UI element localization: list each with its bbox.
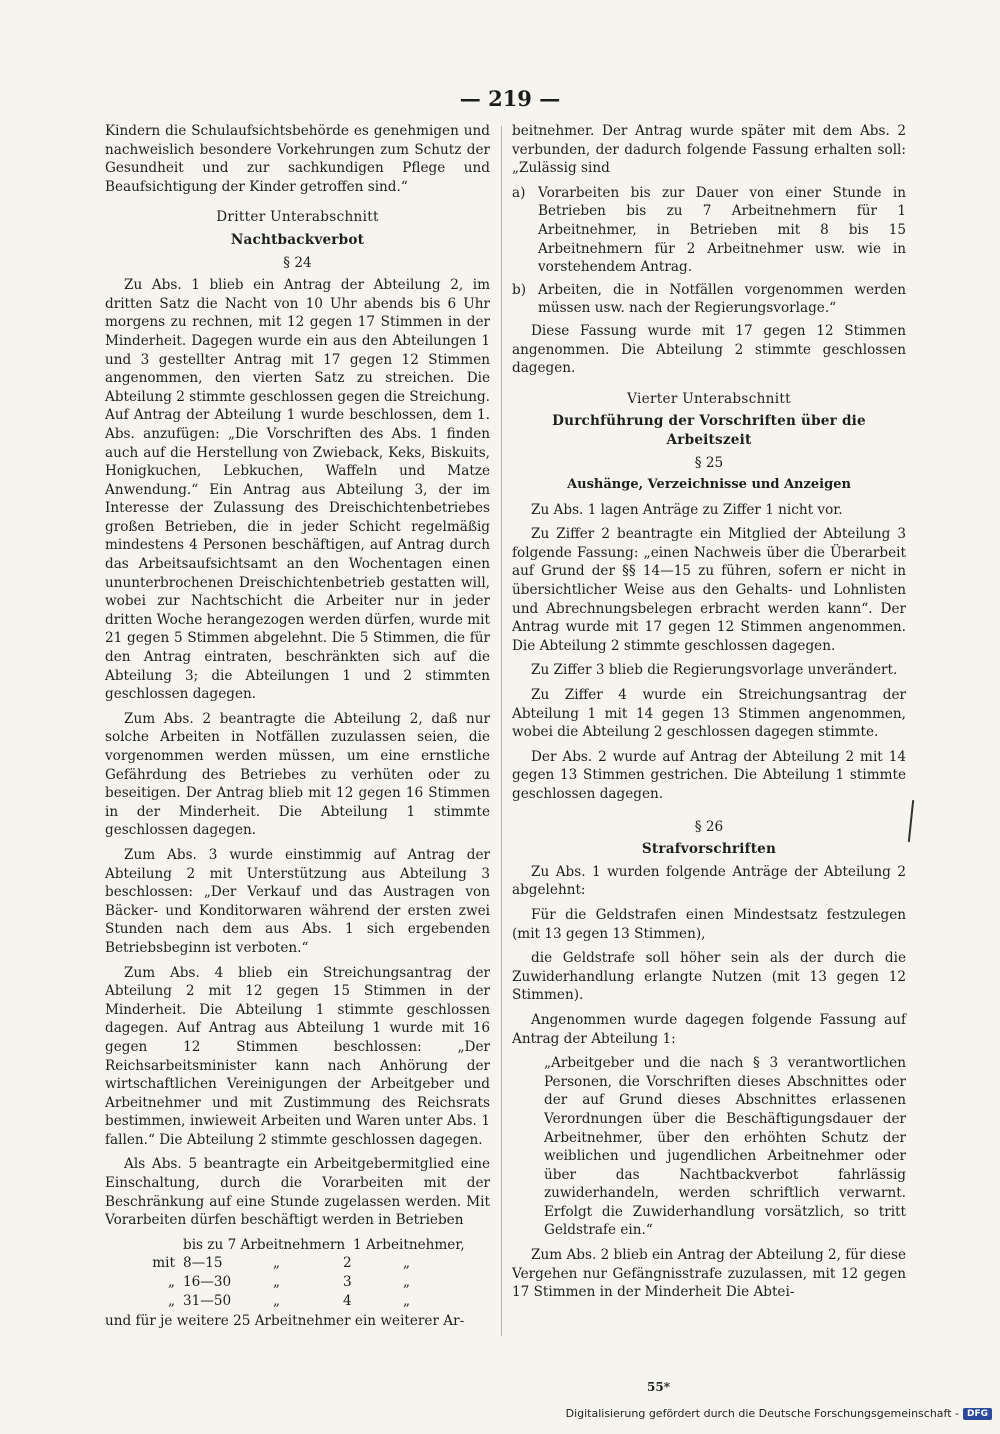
list-item-text: Vorarbeiten bis zur Dauer von einer Stunde in Betrieben bis zu 7 Arbeitnehmern für 1 Arbeitnehmer, in Betrieben mit 8 bis 15 Arbeitnehmern für 2 Arbeitnehmer usw. wie in vorstehendem Antrag.	[538, 184, 906, 276]
table-cell: „	[403, 1274, 411, 1291]
table-cell: 4	[343, 1292, 352, 1309]
paragraph: Zu Ziffer 2 beantragte ein Mitglied der Abteilung 3 folgende Fassung: „einen Nachweis über die Überarbeit auf Grund der §§ 14—15 zu führen, sofern er nicht in übersichtlicher Weise aus den Gehalts- und Lohnlisten und Abrechnungsbelegen erbracht werden kann“. Der Antrag wurde mit 17 gegen 12 Stimmen angenommen. Die Abteilung 2 stimmte geschlossen dagegen.	[512, 526, 906, 654]
section-subtitle: Aushänge, Verzeichnisse und Anzeigen	[567, 477, 851, 493]
table-cell: 16—30	[183, 1274, 232, 1291]
paragraph: Als Abs. 5 beantragte ein Arbeitgebermitglied eine Einschaltung, durch die Vorarbeiten mit der Beschränkung auf eine Stunde zugelassen werden. Mit Vorarbeiten dürfen beschäftigt werden in Betrieben	[105, 1156, 490, 1229]
page-number: — 219 —	[459, 86, 561, 111]
right-column	[512, 122, 906, 1308]
table-cell: 1 Arbeitnehmer,	[353, 1236, 465, 1253]
list-item	[512, 184, 906, 277]
list-item	[512, 281, 906, 318]
table-row	[105, 1292, 490, 1311]
paragraph: Angenommen wurde dagegen folgende Fassung auf Antrag der Abteilung 1:	[512, 1011, 906, 1047]
table-cell: „	[167, 1274, 175, 1291]
table-cell: 2	[343, 1255, 352, 1272]
list-item-label: b)	[512, 281, 527, 298]
dfg-logo: DFG	[963, 1408, 992, 1420]
section-title: Durchführung der Vorschriften über die Arbeitszeit	[552, 413, 866, 448]
table-cell	[105, 1236, 183, 1255]
pencil-mark	[908, 800, 914, 842]
table-cell: 31—50	[183, 1292, 232, 1309]
paragraph: Der Abs. 2 wurde auf Antrag der Abteilung 2 mit 14 gegen 13 Stimmen gestrichen. Die Abteilung 1 stimmte geschlossen dagegen.	[512, 748, 906, 802]
paragraph: Zum Abs. 3 wurde einstimmig auf Antrag der Abteilung 2 mit Unterstützung aus Abteilung 3 beschlossen: „Der Verkauf und das Austragen von Bäcker- und Konditorwaren während der ersten zwei Stunden nach dem aus Abs. 1 sich ergebenden Betriebsbeginn ist verboten.“	[105, 846, 490, 956]
digitization-credit	[566, 1407, 992, 1420]
paragraph: Zu Ziffer 4 wurde ein Streichungsantrag der Abteilung 1 mit 14 gegen 13 Stimmen angenommen, wobei die Abteilung 2 geschlossen dagegen stimmte.	[512, 687, 906, 741]
staffing-table	[105, 1236, 490, 1310]
paragraph: Zu Ziffer 3 blieb die Regierungsvorlage unverändert.	[531, 662, 898, 679]
table-cell: „	[167, 1292, 175, 1309]
section-title: Strafvorschriften	[641, 841, 777, 858]
left-column	[105, 122, 490, 1337]
paragraph: Zu Abs. 1 blieb ein Antrag der Abteilung 2, im dritten Satz die Nacht von 10 Uhr abends bis 6 Uhr morgens zu rechnen, mit 12 gegen 17 Stimmen in der Minderheit. Dagegen wurde ein aus den Abteilungen 1 und 3 gestellter Antrag mit 17 gegen 12 Stimmen angenommen, den vierten Satz zu streichen. Die Abteilung 2 stimmte geschlossen gegen die Streichung. Auf Antrag der Abteilung 1 wurde beschlossen, dem 1. Abs. anzufügen: „Die Vorschriften des Abs. 1 finden auch auf die Herstellung von Zwieback, Keks, Biskuits, Honigkuchen, Lebkuchen, Waffeln und Matze Anwendung.“ Ein Antrag aus Abteilung 3, der im Interesse der Zulassung des Dreischichtenbetriebes großen Betrieben, die in jeder Schicht regelmäßig mindestens 4 Personen beschäftigen, auf Antrag durch das Arbeitsaufsichtsamt an den Wochentagen einen ununterbrochenen Dreischichtenbetrieb gestatten will, wobei zur Nachtschicht die Arbeiter nur in jeder dritten Woche herangezogen werden dürfen, wurde mit 21 gegen 5 Stimmen abgelehnt. Die 5 Stimmen, die für den Antrag eintraten, beschränkten sich auf die Abteilung 3; die Abteilungen 1 und 2 stimmten geschlossen dagegen.	[105, 277, 490, 703]
paragraph: Zum Abs. 4 blieb ein Streichungsantrag der Abteilung 2 mit 12 gegen 15 Stimmen in der Minderheit. Die Abteilung 1 stimmte geschlossen dagegen. Auf Antrag aus Abteilung 1 wurde mit 16 gegen 12 Stimmen beschlossen: „Der Reichsarbeitsminister kann nach Anhörung der wirtschaftlichen Vereinigungen der Arbeitgeber und Arbeitnehmer und mit Zustimmung des Reichsrats bestimmen, inwieweit Arbeiten und Waren unter Abs. 1 fallen.“ Die Abteilung 2 stimmte geschlossen dagegen.	[105, 964, 490, 1148]
quoted-provision: „Arbeitgeber und die nach § 3 verantwortlichen Personen, die Vorschriften dieses Abschnittes oder der auf Grund dieses Abschnittes erlassenen Verordnungen über die Beschäftigungsdauer der Arbeitnehmer, über den erhöhten Schutz der weiblichen und jugendlichen Arbeitnehmer oder über das Nachtbackverbot fahrlässig zuwiderhandeln, werden schriftlich verwarnt. Erfolgt die Zuwiderhandlung vorsätzlich, so tritt Geldstrafe ein.“	[544, 1055, 906, 1239]
list-item-text: Arbeiten, die in Notfällen vorgenommen werden müssen usw. nach der Regierungsvorlage.“	[538, 281, 906, 317]
paragraph: Zum Abs. 2 blieb ein Antrag der Abteilung 2, für diese Vergehen nur Gefängnisstrafe zuzulassen, mit 12 gegen 17 Stimmen in der Minderheit Die Abtei-	[512, 1247, 906, 1301]
table-cell: „	[403, 1292, 411, 1309]
paragraph: Zum Abs. 2 beantragte die Abteilung 2, daß nur solche Arbeiten in Notfällen zuzulassen seien, die vorgenommen werden müssen, um eine ernstliche Gefährdung des Betriebes zu verhüten oder zu beseitigen. Der Antrag blieb mit 12 gegen 16 Stimmen in der Minderheit. Die Abteilung 1 stimmte geschlossen dagegen.	[105, 710, 490, 839]
list-item-label: a)	[512, 184, 526, 201]
paragraph: Diese Fassung wurde mit 17 gegen 12 Stimmen angenommen. Die Abteilung 2 stimmte geschlossen dagegen.	[512, 322, 906, 377]
table-cell: „	[273, 1274, 281, 1291]
table-cell: „	[403, 1255, 411, 1272]
paragraph: Für die Geldstrafen einen Mindestsatz festzulegen (mit 13 gegen 13 Stimmen),	[512, 906, 906, 942]
section-title: Nachtbackverbot	[230, 231, 365, 248]
table-cell: 3	[343, 1274, 352, 1291]
table-cell: „	[273, 1255, 281, 1272]
paragraph: Zu Abs. 1 lagen Anträge zu Ziffer 1 nicht vor.	[531, 501, 843, 518]
digitization-text: Digitalisierung gefördert durch die Deutsche Forschungsgemeinschaft -	[565, 1407, 959, 1420]
subsection-heading: Dritter Unterabschnitt	[216, 209, 379, 226]
table-row	[105, 1273, 490, 1292]
table-row	[105, 1254, 490, 1273]
signature-mark: 55*	[647, 1380, 670, 1394]
paragraph-sign: § 26	[694, 818, 724, 835]
table-cell: mit	[152, 1255, 175, 1272]
column-divider	[501, 126, 502, 1336]
paragraph-intro: Kindern die Schulaufsichtsbehörde es genehmigen und nachweislich besondere Vorkehrungen zum Schutz der Gesundheit und zur sachkundigen Pflege und Beaufsichtigung der Kinder getroffen sind.“	[105, 123, 490, 195]
table-cell: „	[273, 1292, 281, 1309]
paragraph-sign: § 25	[694, 454, 724, 471]
table-cell: bis zu 7 Arbeitnehmern	[183, 1236, 346, 1253]
paragraph: Zu Abs. 1 wurden folgende Anträge der Abteilung 2 abgelehnt:	[512, 863, 906, 899]
table-row	[105, 1236, 490, 1255]
paragraph-continued: beitnehmer. Der Antrag wurde später mit dem Abs. 2 verbunden, der dadurch folgende Fassung erhalten soll: „Zulässig sind	[512, 123, 906, 177]
paragraph: und für je weitere 25 Arbeitnehmer ein weiterer Ar-	[105, 1313, 465, 1330]
subsection-heading: Vierter Unterabschnitt	[627, 390, 791, 407]
paragraph-sign: § 24	[283, 254, 312, 271]
table-cell: 8—15	[183, 1255, 223, 1272]
paragraph: die Geldstrafe soll höher sein als der durch die Zuwiderhandlung erlangte Nutzen (mit 13 gegen 12 Stimmen).	[512, 950, 906, 1004]
printed-sheet	[100, 80, 920, 1400]
